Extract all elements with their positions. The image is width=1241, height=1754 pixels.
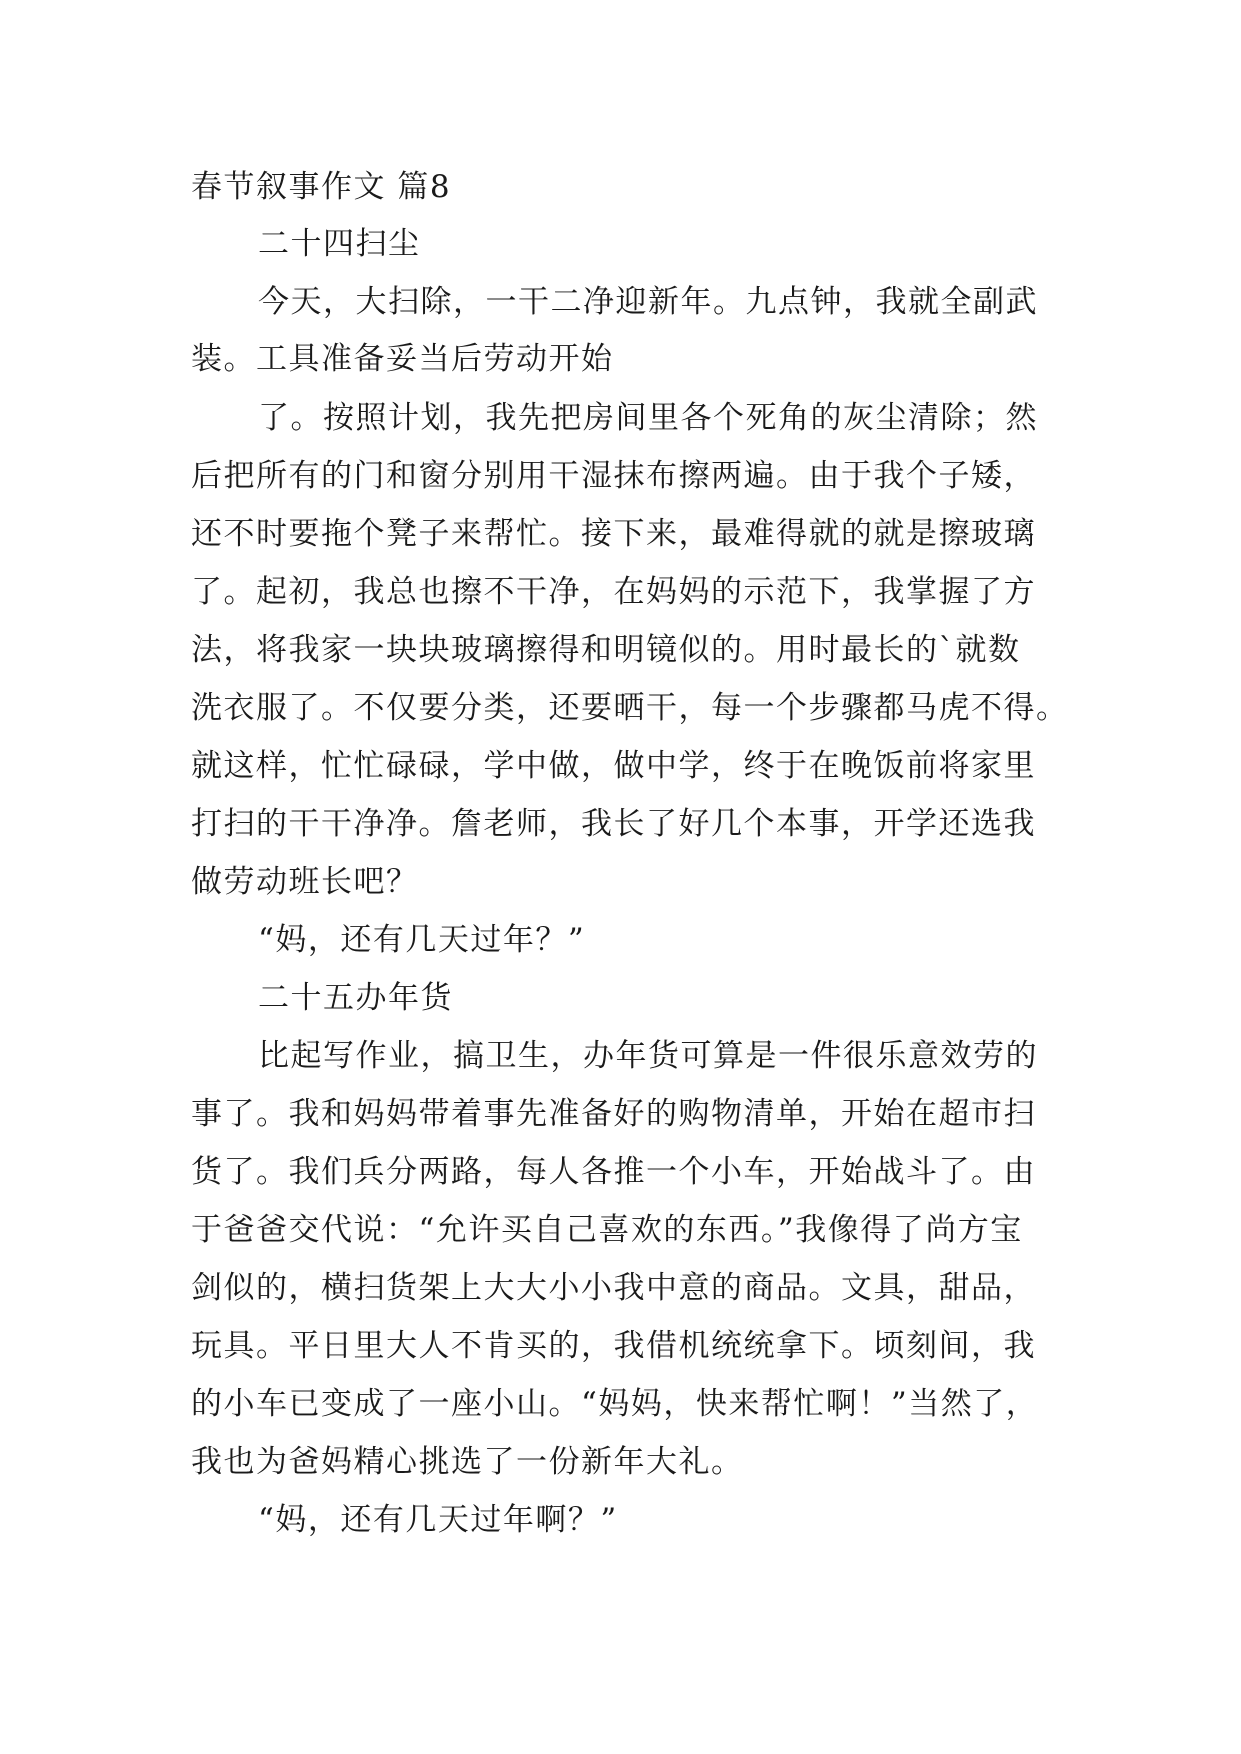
paragraph-line: 了。起初，我总也擦不干净，在妈妈的示范下，我掌握了方	[191, 574, 1036, 610]
section-heading: 二十四扫尘	[258, 226, 421, 262]
paragraph-line: 做劳动班长吧？	[191, 864, 419, 900]
paragraph-line: 打扫的干干净净。詹老师，我长了好几个本事，开学还选我	[191, 806, 1036, 842]
paragraph-line: 货了。我们兵分两路，每人各推一个小车，开始战斗了。由	[191, 1154, 1036, 1190]
paragraph-line: 装。工具准备妥当后劳动开始	[191, 341, 614, 377]
paragraph-line: 了。按照计划，我先把房间里各个死角的灰尘清除；然	[258, 400, 1038, 436]
paragraph-line: 今天，大扫除，一干二净迎新年。九点钟，我就全副武	[258, 284, 1038, 320]
paragraph-line: 法，将我家一块块玻璃擦得和明镜似的。用时最长的`就数	[191, 632, 1021, 668]
dialogue-line: “妈，还有几天过年？”	[258, 922, 586, 958]
paragraph-line: 剑似的，横扫货架上大大小小我中意的商品。文具，甜品，	[191, 1270, 1036, 1306]
paragraph-line: 于爸爸交代说：“允许买自己喜欢的东西。”我像得了尚方宝	[191, 1212, 1023, 1248]
paragraph-line: 事了。我和妈妈带着事先准备好的购物清单，开始在超市扫	[191, 1096, 1036, 1132]
document-title: 春节叙事作文 篇8	[191, 169, 452, 205]
paragraph-line: 的小车已变成了一座小山。“妈妈，快来帮忙啊！”当然了，	[191, 1386, 1039, 1422]
paragraph-line: 后把所有的门和窗分别用干湿抹布擦两遍。由于我个子矮，	[191, 458, 1036, 494]
dialogue-line: “妈，还有几天过年啊？”	[258, 1502, 618, 1538]
paragraph-line: 我也为爸妈精心挑选了一份新年大礼。	[191, 1444, 744, 1480]
paragraph-line: 还不时要拖个凳子来帮忙。接下来，最难得就的就是擦玻璃	[191, 516, 1036, 552]
paragraph-line: 比起写作业，搞卫生，办年货可算是一件很乐意效劳的	[258, 1038, 1038, 1074]
section-heading: 二十五办年货	[258, 980, 453, 1016]
paragraph-line: 就这样，忙忙碌碌，学中做，做中学，终于在晚饭前将家里	[191, 748, 1036, 784]
paragraph-line: 洗衣服了。不仅要分类，还要晒干，每一个步骤都马虎不得。	[191, 690, 1069, 726]
paragraph-line: 玩具。平日里大人不肯买的，我借机统统拿下。顷刻间，我	[191, 1328, 1036, 1364]
